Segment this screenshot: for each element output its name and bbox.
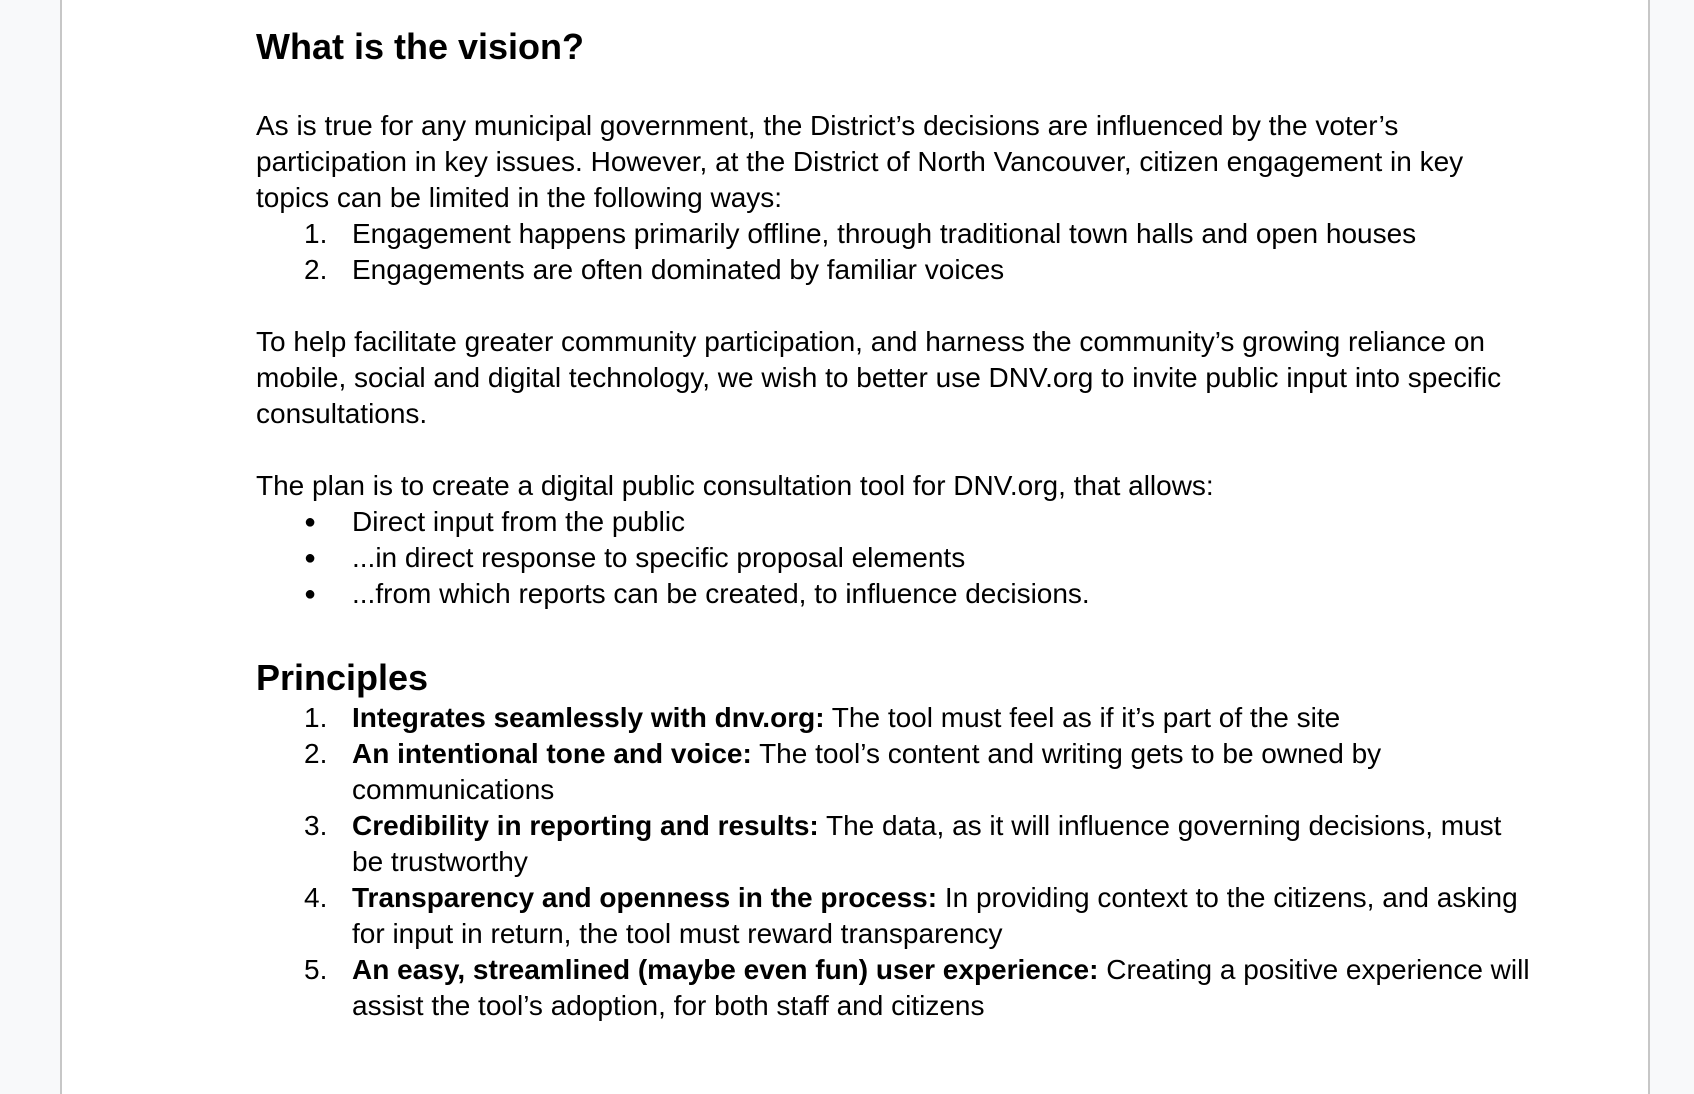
principle-title: Integrates seamlessly with dnv.org: [352,702,825,733]
list-number: 4. [304,882,328,913]
principle-title: Credibility in reporting and results: [352,810,819,841]
heading-vision: What is the vision? [256,26,585,67]
list-number: 2. [304,254,328,285]
list-item-text: Engagements are often dominated by familiar voices [352,254,1005,285]
list-item-text: ...in direct response to specific proposal elements [352,542,966,573]
bullet-icon: ● [304,547,317,569]
list-number: 5. [304,954,328,985]
bullet-icon: ● [304,583,317,605]
vision-intro-paragraph: As is true for any municipal government, the District’s decisions are influenced by the voter’s participation in key issues. However, at the District of North Vancouver, citizen engagement in key topics can be limited in the following ways: [256,110,1464,213]
list-item-text: Direct input from the public [352,506,686,537]
principle-text: Creating a positive experience will assist the tool’s adoption, for both staff and citizens [352,954,1530,1021]
principle-text: The data, as it will influence governing decisions, must be trustworthy [352,810,1502,877]
document-page [60,0,1650,1094]
plan-bullet-list [256,504,1536,612]
bullet-icon: ● [304,511,317,533]
principle-text: The tool must feel as if it’s part of the site [824,702,1341,733]
list-item [256,952,1536,1024]
list-number: 2. [304,738,328,769]
principle-title: An easy, streamlined (maybe even fun) user experience: [352,954,1099,985]
limits-list [256,216,1536,288]
list-number: 3. [304,810,328,841]
list-item [256,216,1536,252]
principles-list [256,700,1536,1024]
list-item [256,808,1536,880]
heading-principles: Principles [256,657,429,698]
document-content [256,0,1536,1024]
principle-title: An intentional tone and voice: [352,738,752,769]
principle-title: Transparency and openness in the process: [352,882,938,913]
principle-text: The tool’s content and writing gets to be owned by communications [352,738,1382,805]
list-number: 1. [304,702,328,733]
list-item [256,736,1536,808]
plan-paragraph: The plan is to create a digital public consultation tool for DNV.org, that allows: [256,470,1214,501]
list-item [256,880,1536,952]
list-item [256,700,1536,736]
facilitate-paragraph: To help facilitate greater community participation, and harness the community’s growing reliance on mobile, social and digital technology, we wish to better use DNV.org to invite public input into specific consultations. [256,326,1502,429]
list-item [256,252,1536,288]
list-number: 1. [304,218,328,249]
principle-text: In providing context to the citizens, and asking for input in return, the tool must reward transparency [352,882,1518,949]
list-item [256,540,1536,576]
list-item-text: Engagement happens primarily offline, through traditional town halls and open houses [352,218,1417,249]
list-item [256,576,1536,612]
list-item [256,504,1536,540]
list-item-text: ...from which reports can be created, to influence decisions. [352,578,1090,609]
